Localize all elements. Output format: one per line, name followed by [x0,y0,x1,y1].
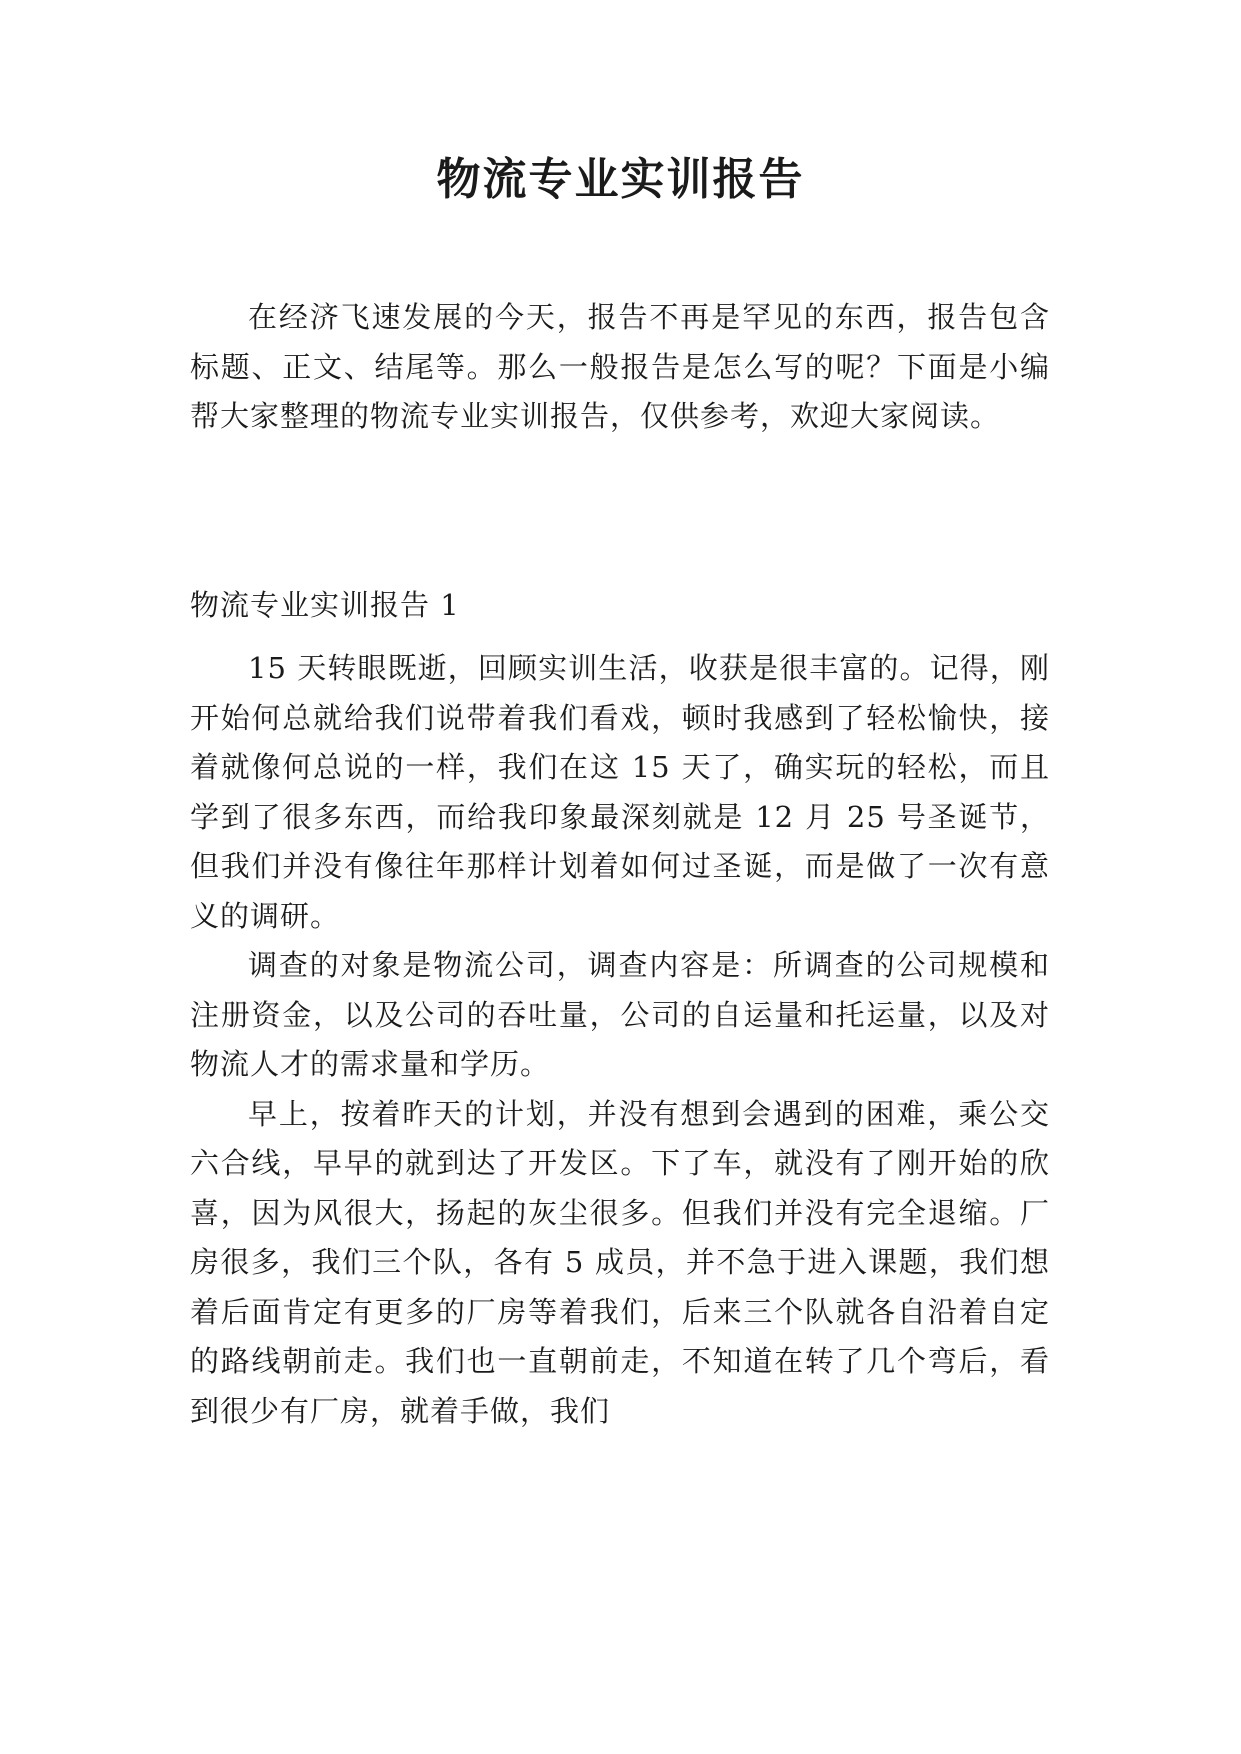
report-body [190,644,1050,1436]
body-paragraph: 调查的对象是物流公司，调查内容是：所调查的公司规模和注册资金，以及公司的吞吐量，公司的自运量和托运量，以及对物流人才的需求量和学历。 [190,948,1050,1081]
body-paragraph: 15 天转眼既逝，回顾实训生活，收获是很丰富的。记得，刚开始何总就给我们说带着我们看戏，顿时我感到了轻松愉快，接着就像何总说的一样，我们在这 15 天了，确实玩的轻松，而且学到了很多东西，而给我印象最深刻就是 12 月 25 号圣诞节，但我们并没有像往年那样计划着如何过圣诞，而是做了一次有意义的调研。 [190,651,1050,933]
section-heading: 物流专业实训报告 1 [190,588,460,622]
document-title: 物流专业实训报告 [436,154,805,205]
intro-section [190,293,1050,442]
intro-paragraph: 在经济飞速发展的今天，报告不再是罕见的东西，报告包含标题、正文、结尾等。那么一般报告是怎么写的呢？下面是小编帮大家整理的物流专业实训报告，仅供参考，欢迎大家阅读。 [190,300,1050,433]
body-paragraph: 早上，按着昨天的计划，并没有想到会遇到的困难，乘公交六合线，早早的就到达了开发区。下了车，就没有了刚开始的欣喜，因为风很大，扬起的灰尘很多。但我们并没有完全退缩。厂房很多，我们三个队，各有 5 成员，并不急于进入课题，我们想着后面肯定有更多的厂房等着我们，后来三个队就各自沿着自定的路线朝前走。我们也一直朝前走，不知道在转了几个弯后，看到很少有厂房，就着手做，我们 [190,1096,1050,1428]
